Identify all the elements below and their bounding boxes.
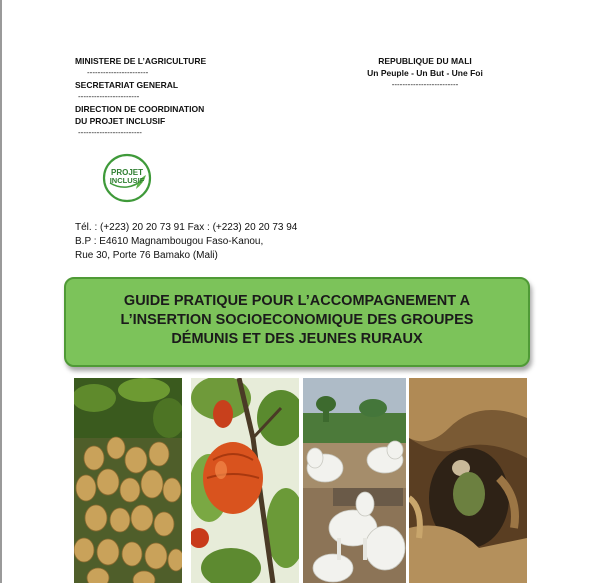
direction-line-1: DIRECTION DE COORDINATION xyxy=(75,104,205,114)
secretariat-name: SECRETARIAT GENERAL xyxy=(75,80,179,90)
street-address: Rue 30, Porte 76 Bamako (Mali) xyxy=(75,250,218,261)
sheep-photo xyxy=(303,378,406,583)
country-name: REPUBLIQUE DU MALI xyxy=(378,56,472,66)
document-title xyxy=(66,292,528,349)
phone-fax: Tél. : (+223) 20 20 73 91 Fax : (+223) 20 20 73 94 xyxy=(75,222,298,233)
page-left-border xyxy=(0,0,2,583)
mine-photo xyxy=(409,378,527,583)
separator: ------------------------ xyxy=(78,128,142,137)
ministry-name: MINISTERE DE L’AGRICULTURE xyxy=(75,56,207,66)
postal-box: B.P : E4610 Magnambougou Faso-Kanou, xyxy=(75,236,264,247)
title-line-1: GUIDE PRATIQUE POUR L’ACCOMPAGNEMENT A xyxy=(123,293,471,309)
header-left xyxy=(75,55,265,139)
direction-line-2: DU PROJET INCLUSIF xyxy=(75,116,166,126)
header-right xyxy=(355,55,495,91)
title-line-3: DÉMUNIS ET DES JEUNES RURAUX xyxy=(171,331,423,347)
separator: ------------------------- xyxy=(391,80,459,89)
contact-block xyxy=(75,221,297,263)
projet-inclusif-logo xyxy=(102,153,152,203)
title-box xyxy=(64,277,530,367)
separator: ----------------------- xyxy=(78,92,140,101)
title-line-2: L’INSERTION SOCIOECONOMIQUE DES GROUPES xyxy=(120,312,474,328)
potatoes-photo xyxy=(74,378,182,583)
logo-text-line1: PROJET xyxy=(110,168,144,177)
logo-text-line2: INCLUSIF xyxy=(109,176,145,185)
national-motto: Un Peuple - Un But - Une Foi xyxy=(367,68,483,78)
separator: ----------------------- xyxy=(87,68,149,77)
tomato-plant-photo xyxy=(191,378,299,583)
